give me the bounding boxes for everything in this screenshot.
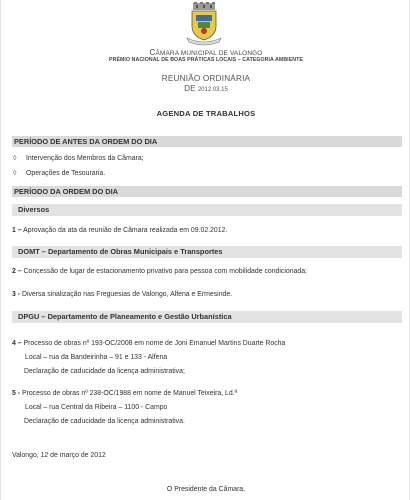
agenda-title: AGENDA DE TRABALHOS bbox=[156, 109, 256, 118]
agenda-item-4-location: Local – rua da Bandeirinha – 91 e 133 - Alfena bbox=[25, 354, 168, 361]
municipality-name: CÂMARA MUNICIPAL DE VALONGO bbox=[149, 48, 263, 57]
agenda-item-3: 3 - Diversa sinalização nas Freguesias de Valongo, Alfena e Ermesinde. bbox=[12, 291, 233, 298]
agenda-item-5: 5 - Processo de obras nº 238-OC/1988 em nome de Manuel Teixeira, Ld.ª bbox=[12, 390, 238, 397]
agenda-item-1: 1 – Aprovação da ata da reunião de Câmara realizada em 09.02.2012. bbox=[12, 227, 228, 234]
agenda-item-5-note: Declaração de caducidade da licença administrativa. bbox=[24, 418, 185, 425]
list-item: Operações de Tesouraria. bbox=[26, 170, 106, 177]
meeting-type: REUNIÃO ORDINÁRIA bbox=[161, 74, 251, 83]
award-subtitle: PRÉMIO NACIONAL DE BOAS PRÁTICAS LOCAIS – CATEGORIA AMBIENTE bbox=[109, 57, 303, 63]
subsection-domt: DOMT – Departamento de Obras Municipais e Transportes bbox=[12, 246, 402, 258]
agenda-item-4-note: Declaração de caducidade da licença administrativa; bbox=[24, 368, 185, 375]
subsection-diversos: Diversos bbox=[12, 204, 402, 216]
agenda-item-5-location: Local – rua Central da Ribeira – 1100 - Campo bbox=[25, 404, 168, 411]
subsection-dpgu: DPGU – Departamento de Planeamento e Gestão Urbanística bbox=[12, 311, 402, 323]
place-and-date: Valongo, 12 de março de 2012 bbox=[12, 452, 106, 459]
municipal-crest-icon bbox=[181, 2, 227, 46]
bullet-icon: ◊ bbox=[13, 155, 17, 162]
agenda-item-4: 4 – Processo de obras nº 193-OC/2008 em nome de Joni Emanuel Martins Duarte Rocha bbox=[12, 340, 286, 347]
section-agenda: PERÍODO DA ORDEM DO DIA bbox=[12, 186, 402, 197]
section-before-agenda: PERÍODO DE ANTES DA ORDEM DO DIA bbox=[12, 136, 402, 147]
list-item: Intervenção dos Membros da Câmara; bbox=[26, 155, 144, 162]
agenda-item-2: 2 – Concessão de lugar de estacionamento privativo para pessoa com mobilidade condicionada; bbox=[12, 268, 307, 275]
signature-line: O Presidente da Câmara, bbox=[166, 486, 246, 493]
bullet-icon: ◊ bbox=[13, 170, 17, 177]
meeting-date: DE 2012.03.15 bbox=[184, 84, 228, 93]
